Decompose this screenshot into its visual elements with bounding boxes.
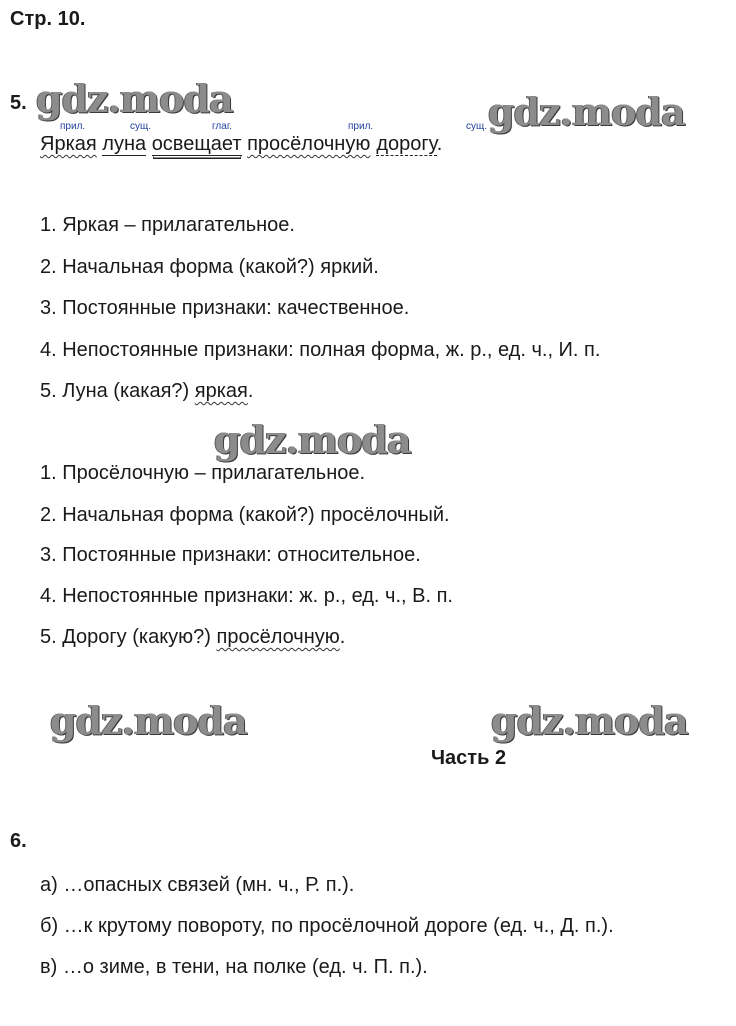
analysis-period: . (339, 626, 346, 648)
pos-label-verb: глаг. (212, 121, 233, 132)
analysis-item: 1. Просёлочную – прилагательное. (40, 462, 366, 484)
pos-label-noun: сущ. (466, 121, 488, 132)
pos-label-adj: прил. (60, 121, 86, 132)
pos-label-adj: прил. (348, 121, 374, 132)
sentence-period: . (436, 133, 443, 155)
analysis-item: 2. Начальная форма (какой?) просёлочный. (40, 504, 450, 526)
analysis-text: 5. Дорогу (какую?) (40, 626, 217, 648)
analysis-item (40, 379, 253, 403)
analysis-item: 2. Начальная форма (какой?) яркий. (40, 256, 379, 278)
analysis-item: 3. Постоянные признаки: относительное. (40, 544, 421, 566)
task5-number: 5. (10, 92, 27, 114)
parsed-sentence (40, 132, 442, 156)
page-header: Стр. 10. (10, 8, 86, 30)
task6-item: в) …о зиме, в тени, на полке (ед. ч. П. п.). (40, 956, 428, 978)
sentence-word-illuminates: освещает (151, 133, 242, 155)
analysis-item: 4. Непостоянные признаки: ж. р., ед. ч., В. п. (40, 585, 453, 607)
pos-label-noun: сущ. (130, 121, 152, 132)
watermark-logo: gdz.moda (50, 698, 247, 743)
analysis-item (40, 625, 345, 649)
analysis-item: 4. Непостоянные признаки: полная форма, ж. р., ед. ч., И. п. (40, 339, 601, 361)
watermark-logo: gdz.moda (214, 417, 411, 462)
watermark-logo: gdz.moda (491, 698, 688, 743)
analysis-underlined-word: яркая (194, 380, 248, 402)
analysis-period: . (247, 380, 254, 402)
sentence-word-bright: Яркая (40, 133, 97, 155)
part-heading: Часть 2 (431, 747, 507, 769)
analysis-text: 5. Луна (какая?) (40, 380, 195, 402)
analysis-item: 3. Постоянные признаки: качественное. (40, 297, 410, 319)
sentence-word-moon: луна (102, 133, 147, 155)
analysis-item: 1. Яркая – прилагательное. (40, 214, 295, 236)
sentence-word-country: просёлочную (247, 133, 371, 155)
watermark-logo: gdz.moda (36, 76, 233, 121)
task6-item: б) …к крутому повороту, по просёлочной дороге (ед. ч., Д. п.). (40, 915, 614, 937)
sentence-word-road: дорогу (376, 133, 437, 155)
task6-item: а) …опасных связей (мн. ч., Р. п.). (40, 874, 355, 896)
analysis-underlined-word: просёлочную (216, 626, 340, 648)
watermark-logo: gdz.moda (488, 89, 685, 134)
task6-number: 6. (10, 830, 27, 852)
